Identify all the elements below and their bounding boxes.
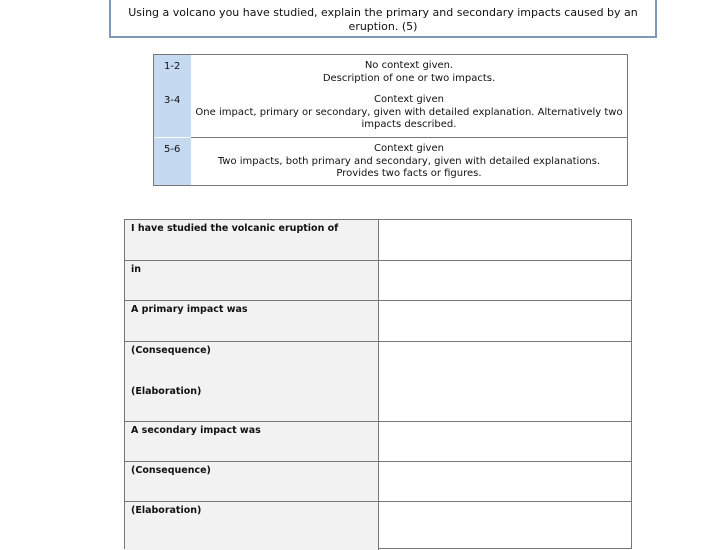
prompt-label: in bbox=[125, 261, 379, 300]
writing-frame-row bbox=[125, 301, 631, 342]
mark-description-line: Context given bbox=[374, 94, 444, 105]
mark-description-line: impacts described. bbox=[361, 119, 457, 130]
answer-cell[interactable] bbox=[379, 462, 631, 501]
writing-frame-row bbox=[125, 342, 631, 422]
mark-description bbox=[191, 138, 627, 185]
consequence-label: (Consequence) bbox=[131, 345, 211, 356]
question-text-line-1: Using a volcano you have studied, explain the primary and secondary impacts caused by an bbox=[128, 6, 638, 19]
answer-cell[interactable] bbox=[379, 220, 631, 260]
mark-scheme-row bbox=[154, 138, 627, 185]
answer-cell[interactable] bbox=[379, 422, 631, 461]
prompt-label: (Consequence) bbox=[125, 462, 379, 501]
question-text-line-2: eruption. (5) bbox=[348, 20, 418, 33]
mark-description bbox=[191, 55, 627, 91]
prompt-label: I have studied the volcanic eruption of bbox=[125, 220, 379, 260]
mark-description-line: Two impacts, both primary and secondary, given with detailed explanations. bbox=[217, 155, 601, 167]
writing-frame-row bbox=[125, 462, 631, 502]
answer-cell[interactable] bbox=[379, 261, 631, 300]
prompt-label bbox=[125, 342, 379, 421]
mark-scheme-row bbox=[154, 55, 627, 91]
mark-scheme-row bbox=[154, 91, 627, 137]
question-box bbox=[109, 0, 657, 38]
answer-cell[interactable] bbox=[379, 342, 631, 421]
answer-cell[interactable] bbox=[379, 502, 631, 550]
mark-band: 1-2 bbox=[154, 55, 191, 91]
prompt-label: A primary impact was bbox=[125, 301, 379, 341]
writing-frame-row bbox=[125, 220, 631, 261]
mark-scheme-table bbox=[153, 54, 628, 186]
writing-frame-row bbox=[125, 261, 631, 301]
prompt-label: A secondary impact was bbox=[125, 422, 379, 461]
writing-frame-row bbox=[125, 502, 631, 550]
mark-description-line: One impact, primary or secondary, given with detailed explanation. Alternatively two bbox=[195, 106, 623, 118]
mark-band: 5-6 bbox=[154, 138, 191, 185]
mark-description-line: Provides two facts or figures. bbox=[336, 168, 482, 179]
mark-description bbox=[191, 91, 627, 137]
writing-frame-table bbox=[124, 219, 632, 549]
elaboration-label: (Elaboration) bbox=[131, 386, 202, 397]
prompt-label: (Elaboration) bbox=[125, 502, 379, 550]
mark-description-line: Description of one or two impacts. bbox=[322, 72, 496, 84]
mark-description-line: Context given bbox=[374, 143, 444, 154]
mark-band: 3-4 bbox=[154, 91, 191, 137]
answer-cell[interactable] bbox=[379, 301, 631, 341]
writing-frame-row bbox=[125, 422, 631, 462]
mark-description-line: No context given. bbox=[364, 60, 454, 71]
